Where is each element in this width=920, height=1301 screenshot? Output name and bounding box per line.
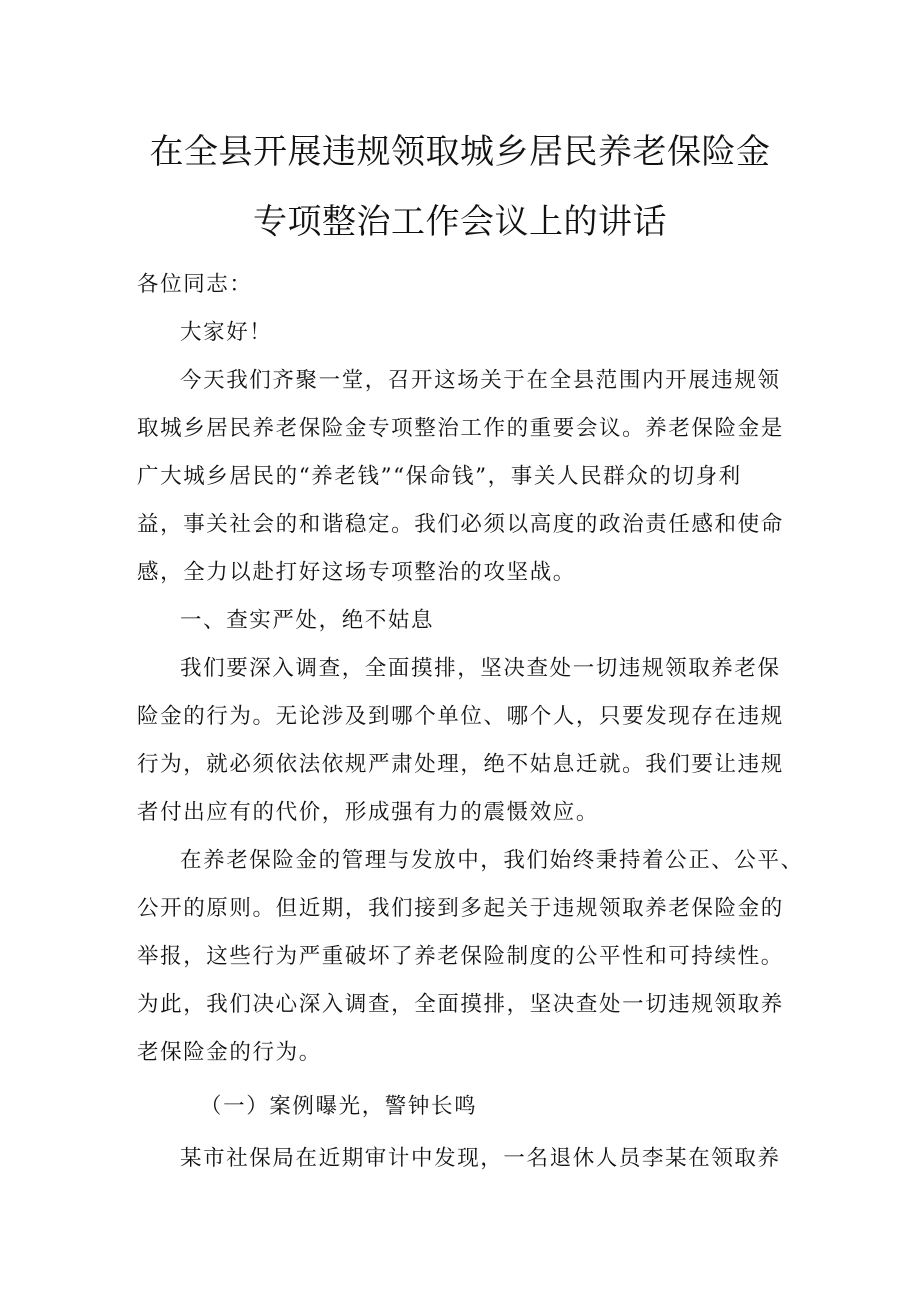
- paragraph-2-line-3: 行为，就必须依法依规严肃处理，绝不姑息迁就。我们要让违规: [137, 752, 784, 777]
- document-title-line-2: 专项整治工作会议上的讲话: [253, 202, 667, 242]
- paragraph-3-line-3: 举报，这些行为严重破坏了养老保险制度的公平性和可持续性。: [137, 944, 784, 969]
- paragraph-2-line-1: 我们要深入调查，全面摸排，坚决查处一切违规领取养老保: [180, 656, 781, 681]
- paragraph-1-line-3: 广大城乡居民的“养老钱”“保命钱”，事关人民群众的切身利: [137, 464, 742, 489]
- document-title-line-1: 在全县开展违规领取城乡居民养老保险金: [149, 132, 771, 172]
- salutation: 各位同志：: [137, 272, 253, 297]
- paragraph-3-line-5: 老保险金的行为。: [137, 1040, 322, 1065]
- paragraph-4-line-1: 某市社保局在近期审计中发现，一名退休人员李某在领取养: [180, 1146, 781, 1171]
- paragraph-1-line-1: 今天我们齐聚一堂，召开这场关于在全县范围内开展违规领: [180, 368, 781, 393]
- subsection-heading-1: （一）案例曝光，警钟长鸣: [200, 1094, 478, 1119]
- paragraph-1-line-5: 感，全力以赴打好这场专项整治的攻坚战。: [137, 560, 576, 585]
- section-heading-1: 一、查实严处，绝不姑息: [180, 608, 435, 633]
- greeting: 大家好！: [180, 320, 273, 345]
- paragraph-1-line-4: 益，事关社会的和谐稳定。我们必须以高度的政治责任感和使命: [137, 512, 784, 537]
- paragraph-3-line-1: 在养老保险金的管理与发放中，我们始终秉持着公正、公平、: [180, 848, 804, 873]
- paragraph-2-line-2: 险金的行为。无论涉及到哪个单位、哪个人，只要发现存在违规: [137, 704, 784, 729]
- paragraph-2-line-4: 者付出应有的代价，形成强有力的震慑效应。: [137, 800, 600, 825]
- paragraph-3-line-2: 公开的原则。但近期，我们接到多起关于违规领取养老保险金的: [137, 896, 784, 921]
- paragraph-1-line-2: 取城乡居民养老保险金专项整治工作的重要会议。养老保险金是: [137, 416, 784, 441]
- paragraph-3-line-4: 为此，我们决心深入调查，全面摸排，坚决查处一切违规领取养: [137, 992, 784, 1017]
